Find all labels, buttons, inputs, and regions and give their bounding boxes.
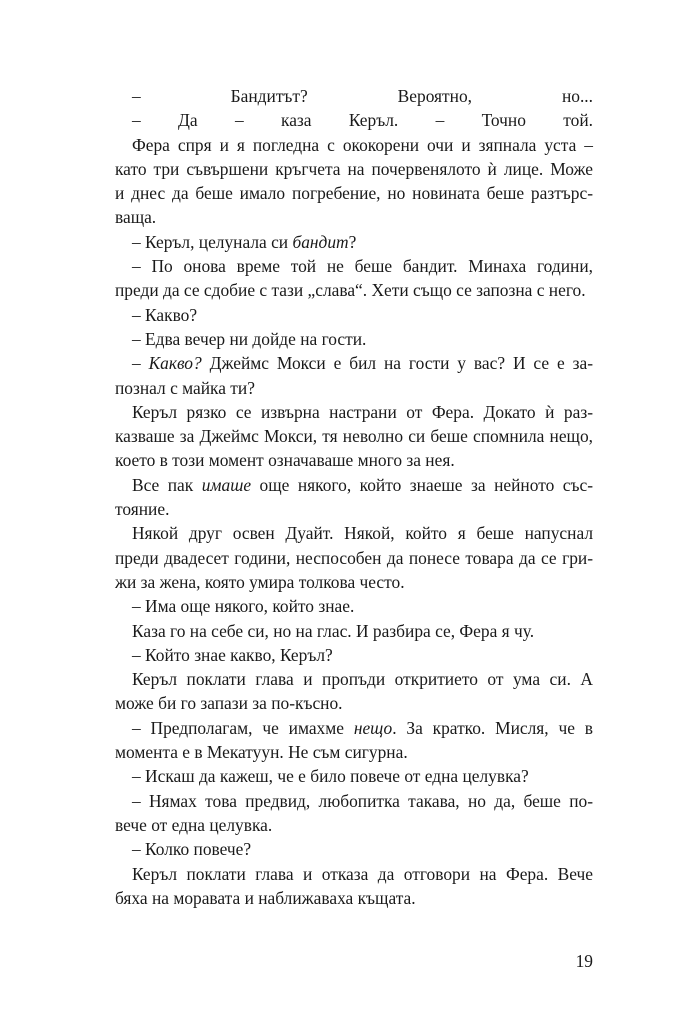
text-line: познал с майка ти? [115,377,255,398]
text-line: което в този момент означаваше много за нея. [115,450,455,471]
text-segment: още някого, който знаеше за нейното със- [251,474,593,495]
text-line: – Какво? [132,304,198,325]
italic-emphasis: бандит [292,231,349,252]
text-line: – Искаш да кажеш, че е било повече от една целувка? [132,766,529,787]
text-segment: Все пак [132,474,202,495]
text-line: Каза го на себе си, но на глас. И разбира се, Фера я чу. [132,620,535,641]
text-segment: ? [348,231,357,252]
text-segment: – Предполагам, че имахме [132,717,354,738]
text-line: – Има още някого, който знае. [132,596,355,617]
text-line: момента е в Мекатуун. Не съм сигурна. [115,742,408,763]
text-line: бяха на моравата и наближаваха къщата. [115,887,416,908]
body-text [115,84,593,910]
text-line: – Колко повече? [132,839,252,860]
text-line: – Бандитът? Вероятно, но... [132,86,593,106]
text-line: вече от една целувка. [115,814,273,835]
text-segment: . За кратко. Мисля, че в [392,717,593,738]
text-line: – Нямах това предвид, любопитка такава, но да, беше по- [132,790,593,811]
text-segment: – Керъл, целунала си [132,231,293,252]
text-line: Керъл поклати глава и пропъди откритието от ума си. А [132,669,593,690]
text-line: и днес да беше имало погребение, но новината беше разтърс- [115,183,593,204]
text-line: – Да – каза Керъл. – Точно той. [132,110,593,131]
text-line: преди двадесет години, неспособен да понесе товара да се гри- [115,547,593,568]
text-line: Фера спря и я погледна с ококорени очи и зяпнала уста – [132,134,593,155]
text-line: жи за жена, която умира толкова често. [115,571,405,592]
page-number: 19 [575,951,593,971]
text-line: може би го запази за по-късно. [115,693,343,714]
text-line [115,473,593,497]
text-line: като три съвършени кръгчета на почервенялото ѝ лице. Може [115,158,593,179]
text-line [115,351,593,375]
text-line: – Едва вечер ни дойде на гости. [132,328,367,349]
text-line: – Който знае какво, Керъл? [132,644,333,665]
text-line [115,230,593,254]
text-line: преди да се сдобие с тази „слава“. Хети също се запозна с него. [115,280,586,301]
text-line: Керъл рязко се извърна настрани от Фера. Докато ѝ раз- [132,401,593,422]
text-line: Някой друг освен Дуайт. Някой, който я беше напуснал [132,523,593,544]
text-line [115,716,593,740]
text-line: Керъл поклати глава и отказа да отговори на Фера. Вече [132,863,593,884]
text-segment: Джеймс Мокси е бил на гости у вас? И се е за- [201,353,593,374]
italic-emphasis: Какво? [148,353,202,374]
italic-emphasis: имаше [201,474,252,495]
text-line: тояние. [115,499,170,520]
text-line: казваше за Джеймс Мокси, тя неволно си беше спомнила нещо, [115,426,593,447]
text-segment: – [132,353,149,374]
italic-emphasis: нещо [353,717,393,738]
text-line: ваща. [115,207,157,228]
text-line: – По онова време той не беше бандит. Минаха години, [132,256,593,277]
